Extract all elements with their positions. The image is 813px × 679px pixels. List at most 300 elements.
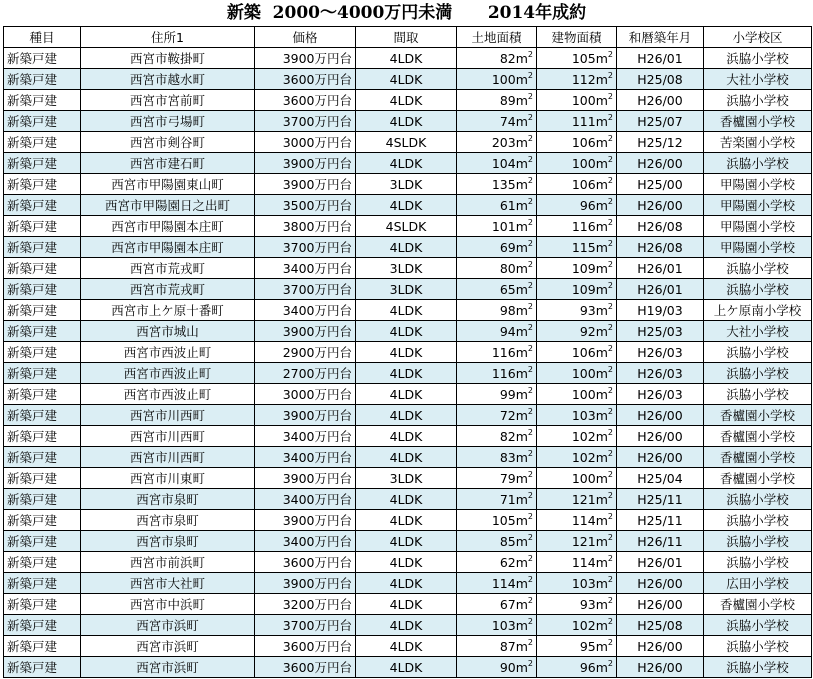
cell-type[interactable]: 新築戸建 [4, 636, 81, 657]
cell-price[interactable]: 3000万円台 [255, 384, 356, 405]
cell-building-area[interactable] [537, 90, 617, 111]
cell-address[interactable]: 西宮市越水町 [81, 69, 255, 90]
cell-built-date[interactable]: H25/04 [617, 468, 704, 489]
cell-address[interactable]: 西宮市甲陽園本庄町 [81, 216, 255, 237]
cell-type[interactable]: 新築戸建 [4, 657, 81, 678]
cell-building-area[interactable] [537, 594, 617, 615]
cell-land-area[interactable] [457, 489, 537, 510]
area-unit: m [515, 134, 528, 150]
area-unit-exponent: 2 [607, 427, 613, 437]
area-unit: m [595, 281, 608, 297]
area-value: 111 [571, 113, 596, 129]
cell-address[interactable]: 西宮市甲陽園東山町 [81, 174, 255, 195]
area-unit-exponent: 2 [527, 427, 533, 437]
cell-land-area[interactable] [457, 132, 537, 153]
cell-layout[interactable]: 4LDK [356, 90, 457, 111]
cell-price[interactable]: 3400万円台 [255, 258, 356, 279]
cell-building-area[interactable] [537, 426, 617, 447]
cell-built-date[interactable]: H26/01 [617, 258, 704, 279]
cell-price[interactable]: 3400万円台 [255, 426, 356, 447]
cell-price[interactable]: 3900万円台 [255, 48, 356, 69]
cell-address[interactable]: 西宮市泉町 [81, 510, 255, 531]
column-header[interactable]: 建物面積 [537, 27, 617, 48]
cell-building-area[interactable] [537, 69, 617, 90]
cell-built-date[interactable]: H25/08 [617, 69, 704, 90]
cell-price[interactable]: 3400万円台 [255, 447, 356, 468]
cell-layout[interactable]: 4LDK [356, 447, 457, 468]
cell-building-area[interactable] [537, 636, 617, 657]
area-unit-exponent: 2 [607, 616, 613, 626]
cell-built-date[interactable]: H25/11 [617, 489, 704, 510]
cell-address[interactable]: 西宮市建石町 [81, 153, 255, 174]
cell-school-district[interactable]: 苦楽園小学校 [704, 132, 812, 153]
area-unit: m [515, 260, 528, 276]
cell-building-area[interactable] [537, 615, 617, 636]
cell-building-area[interactable] [537, 153, 617, 174]
cell-price[interactable]: 2700万円台 [255, 363, 356, 384]
cell-land-area[interactable] [457, 363, 537, 384]
cell-layout[interactable]: 3LDK [356, 174, 457, 195]
cell-school-district[interactable]: 甲陽園小学校 [704, 174, 812, 195]
cell-price[interactable]: 3700万円台 [255, 237, 356, 258]
area-unit: m [515, 92, 528, 108]
cell-type[interactable]: 新築戸建 [4, 615, 81, 636]
column-header[interactable]: 間取 [356, 27, 457, 48]
cell-building-area[interactable] [537, 321, 617, 342]
cell-price[interactable]: 3900万円台 [255, 321, 356, 342]
cell-built-date[interactable]: H19/03 [617, 300, 704, 321]
cell-land-area[interactable] [457, 657, 537, 678]
cell-address[interactable]: 西宮市西波止町 [81, 384, 255, 405]
cell-type[interactable]: 新築戸建 [4, 363, 81, 384]
cell-built-date[interactable]: H25/03 [617, 321, 704, 342]
cell-building-area[interactable] [537, 342, 617, 363]
cell-layout[interactable]: 4LDK [356, 153, 457, 174]
cell-type[interactable]: 新築戸建 [4, 237, 81, 258]
cell-price[interactable]: 3000万円台 [255, 132, 356, 153]
cell-layout[interactable]: 4LDK [356, 48, 457, 69]
cell-address[interactable]: 西宮市川西町 [81, 426, 255, 447]
cell-building-area[interactable] [537, 531, 617, 552]
area-unit-exponent: 2 [527, 133, 533, 143]
cell-type[interactable]: 新築戸建 [4, 216, 81, 237]
cell-land-area[interactable] [457, 321, 537, 342]
cell-price[interactable]: 3900万円台 [255, 468, 356, 489]
cell-type[interactable]: 新築戸建 [4, 321, 81, 342]
area-unit-exponent: 2 [527, 595, 533, 605]
cell-building-area[interactable] [537, 552, 617, 573]
cell-building-area[interactable] [537, 216, 617, 237]
cell-address[interactable]: 西宮市泉町 [81, 531, 255, 552]
cell-address[interactable]: 西宮市泉町 [81, 489, 255, 510]
cell-school-district[interactable]: 甲陽園小学校 [704, 237, 812, 258]
cell-built-date[interactable]: H26/00 [617, 405, 704, 426]
cell-price[interactable]: 3900万円台 [255, 573, 356, 594]
cell-layout[interactable]: 4LDK [356, 657, 457, 678]
sales-table [3, 26, 812, 678]
area-unit: m [595, 134, 608, 150]
cell-price[interactable]: 3600万円台 [255, 636, 356, 657]
cell-type[interactable]: 新築戸建 [4, 111, 81, 132]
area-unit: m [595, 155, 608, 171]
cell-layout[interactable]: 4LDK [356, 300, 457, 321]
cell-school-district[interactable]: 浜脇小学校 [704, 363, 812, 384]
cell-building-area[interactable] [537, 237, 617, 258]
area-unit: m [515, 302, 528, 318]
cell-layout[interactable]: 4LDK [356, 636, 457, 657]
cell-school-district[interactable]: 大社小学校 [704, 321, 812, 342]
cell-address[interactable]: 西宮市中浜町 [81, 594, 255, 615]
cell-type[interactable]: 新築戸建 [4, 153, 81, 174]
cell-layout[interactable]: 4LDK [356, 363, 457, 384]
cell-type[interactable]: 新築戸建 [4, 174, 81, 195]
cell-address[interactable]: 西宮市浜町 [81, 615, 255, 636]
cell-building-area[interactable] [537, 111, 617, 132]
cell-price[interactable]: 3800万円台 [255, 216, 356, 237]
area-value: 72 [499, 407, 516, 423]
table-row [4, 573, 812, 594]
cell-building-area[interactable] [537, 510, 617, 531]
cell-layout[interactable]: 4LDK [356, 615, 457, 636]
cell-price[interactable]: 3600万円台 [255, 90, 356, 111]
cell-price[interactable]: 3700万円台 [255, 615, 356, 636]
cell-school-district[interactable]: 広田小学校 [704, 573, 812, 594]
cell-school-district[interactable]: 甲陽園小学校 [704, 195, 812, 216]
cell-address[interactable]: 西宮市荒戎町 [81, 279, 255, 300]
column-header[interactable]: 小学校区 [704, 27, 812, 48]
cell-land-area[interactable] [457, 615, 537, 636]
cell-layout[interactable]: 4LDK [356, 321, 457, 342]
area-value: 89 [499, 92, 516, 108]
cell-land-area[interactable] [457, 405, 537, 426]
area-value: 92 [579, 323, 596, 339]
cell-price[interactable]: 3600万円台 [255, 657, 356, 678]
cell-layout[interactable]: 4LDK [356, 573, 457, 594]
cell-built-date[interactable]: H26/00 [617, 195, 704, 216]
cell-price[interactable]: 3900万円台 [255, 510, 356, 531]
cell-school-district[interactable]: 浜脇小学校 [704, 90, 812, 111]
cell-layout[interactable]: 4LDK [356, 237, 457, 258]
cell-building-area[interactable] [537, 174, 617, 195]
cell-built-date[interactable]: H26/00 [617, 426, 704, 447]
area-unit-exponent: 2 [607, 385, 613, 395]
cell-address[interactable]: 西宮市甲陽園本庄町 [81, 237, 255, 258]
area-unit-exponent: 2 [527, 49, 533, 59]
cell-land-area[interactable] [457, 153, 537, 174]
cell-school-district[interactable]: 浜脇小学校 [704, 531, 812, 552]
cell-built-date[interactable]: H26/00 [617, 90, 704, 111]
cell-school-district[interactable]: 浜脇小学校 [704, 258, 812, 279]
cell-type[interactable]: 新築戸建 [4, 426, 81, 447]
cell-land-area[interactable] [457, 468, 537, 489]
cell-building-area[interactable] [537, 279, 617, 300]
cell-school-district[interactable]: 浜脇小学校 [704, 384, 812, 405]
cell-school-district[interactable]: 浜脇小学校 [704, 279, 812, 300]
cell-type[interactable]: 新築戸建 [4, 510, 81, 531]
cell-price[interactable]: 3400万円台 [255, 300, 356, 321]
area-unit-exponent: 2 [607, 532, 613, 542]
cell-type[interactable]: 新築戸建 [4, 69, 81, 90]
cell-land-area[interactable] [457, 111, 537, 132]
cell-type[interactable]: 新築戸建 [4, 342, 81, 363]
area-unit: m [515, 176, 528, 192]
cell-land-area[interactable] [457, 279, 537, 300]
area-unit: m [515, 575, 528, 591]
cell-land-area[interactable] [457, 552, 537, 573]
cell-layout[interactable]: 4SLDK [356, 132, 457, 153]
area-unit-exponent: 2 [527, 574, 533, 584]
cell-layout[interactable]: 3LDK [356, 468, 457, 489]
area-unit-exponent: 2 [607, 112, 613, 122]
cell-layout[interactable]: 4LDK [356, 384, 457, 405]
column-header[interactable]: 種目 [4, 27, 81, 48]
cell-school-district[interactable]: 浜脇小学校 [704, 153, 812, 174]
cell-school-district[interactable]: 大社小学校 [704, 69, 812, 90]
cell-layout[interactable]: 4LDK [356, 552, 457, 573]
cell-layout[interactable]: 4LDK [356, 69, 457, 90]
cell-address[interactable]: 西宮市剣谷町 [81, 132, 255, 153]
cell-layout[interactable]: 3LDK [356, 279, 457, 300]
cell-school-district[interactable]: 香櫨園小学校 [704, 426, 812, 447]
cell-school-district[interactable]: 浜脇小学校 [704, 552, 812, 573]
area-value: 114 [491, 575, 516, 591]
cell-land-area[interactable] [457, 195, 537, 216]
cell-type[interactable]: 新築戸建 [4, 90, 81, 111]
cell-built-date[interactable]: H26/01 [617, 552, 704, 573]
cell-address[interactable]: 西宮市川東町 [81, 468, 255, 489]
cell-layout[interactable]: 4LDK [356, 594, 457, 615]
cell-school-district[interactable]: 香櫨園小学校 [704, 447, 812, 468]
cell-built-date[interactable]: H26/00 [617, 573, 704, 594]
area-value: 100 [571, 470, 596, 486]
cell-type[interactable]: 新築戸建 [4, 531, 81, 552]
cell-type[interactable]: 新築戸建 [4, 300, 81, 321]
cell-building-area[interactable] [537, 489, 617, 510]
cell-school-district[interactable]: 香櫨園小学校 [704, 111, 812, 132]
cell-land-area[interactable] [457, 174, 537, 195]
cell-address[interactable]: 西宮市鞍掛町 [81, 48, 255, 69]
cell-built-date[interactable]: H26/00 [617, 447, 704, 468]
area-unit: m [515, 617, 528, 633]
cell-price[interactable]: 2900万円台 [255, 342, 356, 363]
cell-type[interactable]: 新築戸建 [4, 132, 81, 153]
cell-type[interactable]: 新築戸建 [4, 468, 81, 489]
cell-land-area[interactable] [457, 510, 537, 531]
cell-address[interactable]: 西宮市弓場町 [81, 111, 255, 132]
cell-school-district[interactable]: 浜脇小学校 [704, 615, 812, 636]
cell-school-district[interactable]: 浜脇小学校 [704, 342, 812, 363]
table-body [4, 48, 812, 678]
cell-layout[interactable]: 4LDK [356, 531, 457, 552]
cell-building-area[interactable] [537, 405, 617, 426]
cell-layout[interactable]: 4LDK [356, 195, 457, 216]
cell-school-district[interactable]: 浜脇小学校 [704, 636, 812, 657]
area-unit: m [515, 50, 528, 66]
cell-address[interactable]: 西宮市川西町 [81, 405, 255, 426]
area-unit-exponent: 2 [607, 49, 613, 59]
cell-land-area[interactable] [457, 573, 537, 594]
column-header[interactable]: 価格 [255, 27, 356, 48]
cell-school-district[interactable]: 香櫨園小学校 [704, 594, 812, 615]
cell-price[interactable]: 3500万円台 [255, 195, 356, 216]
cell-school-district[interactable]: 上ケ原南小学校 [704, 300, 812, 321]
cell-built-date[interactable]: H25/12 [617, 132, 704, 153]
cell-built-date[interactable]: H26/11 [617, 531, 704, 552]
cell-land-area[interactable] [457, 258, 537, 279]
cell-address[interactable]: 西宮市浜町 [81, 657, 255, 678]
cell-school-district[interactable]: 甲陽園小学校 [704, 216, 812, 237]
cell-land-area[interactable] [457, 636, 537, 657]
cell-layout[interactable]: 4LDK [356, 510, 457, 531]
cell-layout[interactable]: 4LDK [356, 111, 457, 132]
area-value: 114 [571, 512, 596, 528]
area-unit: m [515, 596, 528, 612]
cell-type[interactable]: 新築戸建 [4, 447, 81, 468]
cell-layout[interactable]: 4SLDK [356, 216, 457, 237]
cell-type[interactable]: 新築戸建 [4, 48, 81, 69]
cell-type[interactable]: 新築戸建 [4, 279, 81, 300]
cell-land-area[interactable] [457, 69, 537, 90]
cell-price[interactable]: 3600万円台 [255, 552, 356, 573]
area-unit: m [515, 155, 528, 171]
cell-land-area[interactable] [457, 90, 537, 111]
cell-address[interactable]: 西宮市川西町 [81, 447, 255, 468]
area-unit: m [595, 533, 608, 549]
cell-building-area[interactable] [537, 657, 617, 678]
area-unit: m [515, 533, 528, 549]
cell-layout[interactable]: 4LDK [356, 405, 457, 426]
cell-price[interactable]: 3900万円台 [255, 174, 356, 195]
cell-address[interactable]: 西宮市上ケ原十番町 [81, 300, 255, 321]
cell-type[interactable]: 新築戸建 [4, 384, 81, 405]
cell-address[interactable]: 西宮市甲陽園日之出町 [81, 195, 255, 216]
cell-price[interactable]: 3400万円台 [255, 489, 356, 510]
area-value: 121 [571, 491, 596, 507]
cell-layout[interactable]: 3LDK [356, 258, 457, 279]
cell-building-area[interactable] [537, 573, 617, 594]
cell-land-area[interactable] [457, 384, 537, 405]
cell-address[interactable]: 西宮市荒戎町 [81, 258, 255, 279]
cell-school-district[interactable]: 浜脇小学校 [704, 48, 812, 69]
cell-address[interactable]: 西宮市浜町 [81, 636, 255, 657]
cell-school-district[interactable]: 浜脇小学校 [704, 510, 812, 531]
cell-land-area[interactable] [457, 531, 537, 552]
cell-land-area[interactable] [457, 300, 537, 321]
cell-built-date[interactable]: H26/00 [617, 594, 704, 615]
cell-price[interactable]: 3900万円台 [255, 153, 356, 174]
cell-built-date[interactable]: H26/00 [617, 657, 704, 678]
cell-type[interactable]: 新築戸建 [4, 573, 81, 594]
cell-built-date[interactable]: H26/03 [617, 363, 704, 384]
cell-land-area[interactable] [457, 216, 537, 237]
cell-built-date[interactable]: H26/00 [617, 153, 704, 174]
cell-school-district[interactable]: 香櫨園小学校 [704, 468, 812, 489]
cell-price[interactable]: 3900万円台 [255, 405, 356, 426]
cell-type[interactable]: 新築戸建 [4, 405, 81, 426]
cell-type[interactable]: 新築戸建 [4, 594, 81, 615]
cell-price[interactable]: 3400万円台 [255, 531, 356, 552]
area-unit: m [595, 71, 608, 87]
cell-school-district[interactable]: 香櫨園小学校 [704, 405, 812, 426]
cell-built-date[interactable]: H26/01 [617, 279, 704, 300]
area-unit-exponent: 2 [527, 343, 533, 353]
area-value: 103 [571, 575, 596, 591]
cell-type[interactable]: 新築戸建 [4, 258, 81, 279]
cell-price[interactable]: 3600万円台 [255, 69, 356, 90]
cell-land-area[interactable] [457, 447, 537, 468]
area-value: 102 [571, 428, 596, 444]
cell-address[interactable]: 西宮市城山 [81, 321, 255, 342]
area-value: 121 [571, 533, 596, 549]
area-unit-exponent: 2 [527, 175, 533, 185]
cell-building-area[interactable] [537, 363, 617, 384]
column-header[interactable]: 住所1 [81, 27, 255, 48]
cell-built-date[interactable]: H25/11 [617, 510, 704, 531]
cell-type[interactable]: 新築戸建 [4, 195, 81, 216]
cell-built-date[interactable]: H26/00 [617, 636, 704, 657]
cell-layout[interactable]: 4LDK [356, 426, 457, 447]
cell-school-district[interactable]: 浜脇小学校 [704, 489, 812, 510]
cell-built-date[interactable]: H26/08 [617, 237, 704, 258]
cell-built-date[interactable]: H26/08 [617, 216, 704, 237]
cell-land-area[interactable] [457, 342, 537, 363]
column-header[interactable]: 土地面積 [457, 27, 537, 48]
area-unit-exponent: 2 [527, 196, 533, 206]
cell-building-area[interactable] [537, 258, 617, 279]
cell-building-area[interactable] [537, 468, 617, 489]
cell-building-area[interactable] [537, 132, 617, 153]
cell-built-date[interactable]: H25/08 [617, 615, 704, 636]
area-value: 83 [499, 449, 516, 465]
cell-built-date[interactable]: H26/03 [617, 342, 704, 363]
cell-layout[interactable]: 4LDK [356, 342, 457, 363]
cell-built-date[interactable]: H25/00 [617, 174, 704, 195]
area-unit-exponent: 2 [607, 133, 613, 143]
cell-building-area[interactable] [537, 384, 617, 405]
cell-built-date[interactable]: H26/01 [617, 48, 704, 69]
cell-address[interactable]: 西宮市西波止町 [81, 342, 255, 363]
cell-building-area[interactable] [537, 300, 617, 321]
cell-school-district[interactable]: 浜脇小学校 [704, 657, 812, 678]
cell-address[interactable]: 西宮市西波止町 [81, 363, 255, 384]
cell-land-area[interactable] [457, 237, 537, 258]
table-row [4, 237, 812, 258]
cell-address[interactable]: 西宮市前浜町 [81, 552, 255, 573]
area-unit: m [515, 638, 528, 654]
column-header[interactable]: 和暦築年月 [617, 27, 704, 48]
cell-price[interactable]: 3700万円台 [255, 111, 356, 132]
cell-layout[interactable]: 4LDK [356, 489, 457, 510]
cell-type[interactable]: 新築戸建 [4, 489, 81, 510]
cell-building-area[interactable] [537, 447, 617, 468]
area-unit-exponent: 2 [607, 490, 613, 500]
area-unit: m [595, 365, 608, 381]
cell-building-area[interactable] [537, 48, 617, 69]
cell-land-area[interactable] [457, 594, 537, 615]
cell-address[interactable]: 西宮市大社町 [81, 573, 255, 594]
cell-built-date[interactable]: H25/07 [617, 111, 704, 132]
cell-building-area[interactable] [537, 195, 617, 216]
cell-land-area[interactable] [457, 426, 537, 447]
cell-price[interactable]: 3700万円台 [255, 279, 356, 300]
cell-land-area[interactable] [457, 48, 537, 69]
cell-built-date[interactable]: H26/03 [617, 384, 704, 405]
cell-price[interactable]: 3200万円台 [255, 594, 356, 615]
cell-address[interactable]: 西宮市宮前町 [81, 90, 255, 111]
cell-type[interactable]: 新築戸建 [4, 552, 81, 573]
area-unit-exponent: 2 [607, 595, 613, 605]
area-unit-exponent: 2 [607, 658, 613, 668]
